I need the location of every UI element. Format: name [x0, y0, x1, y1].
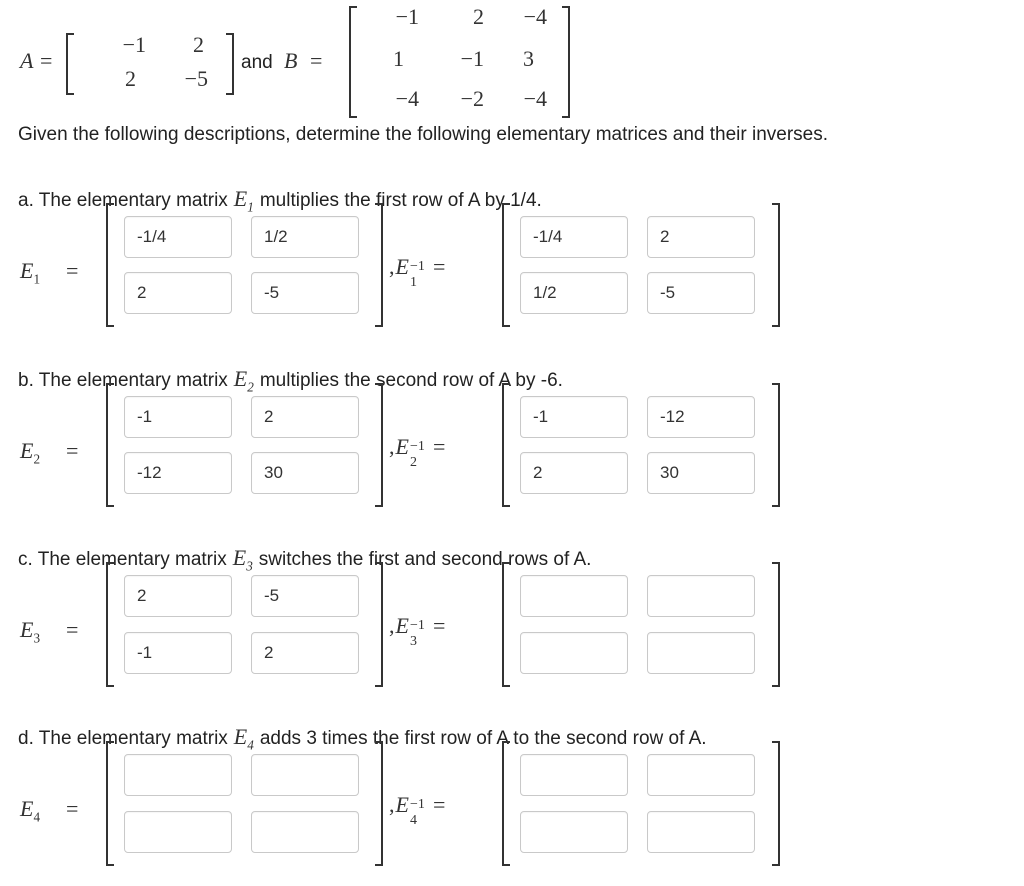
matrix-inverse-bracket-left: [502, 741, 510, 866]
matrix-b-cell: −4: [395, 86, 419, 111]
matrix-inverse-subscript: 2: [409, 455, 417, 470]
matrix-inverse-bracket-left: [502, 203, 510, 327]
matrix-e-subscript: 4: [33, 809, 41, 825]
matrix-symbol: [233, 724, 254, 753]
matrix-inverse-bracket-left: [502, 562, 510, 687]
matrix-e-entry-input[interactable]: [124, 811, 232, 853]
matrix-e-entry-input[interactable]: [251, 216, 359, 258]
comma: ,: [389, 792, 395, 817]
matrix-e-entry-input[interactable]: [251, 272, 359, 314]
matrix-e-letter: E: [20, 438, 34, 463]
matrix-inverse-subscript: 3: [409, 634, 417, 649]
matrix-symbol: [232, 545, 253, 574]
matrix-inverse-entry-input[interactable]: [520, 396, 628, 438]
matrix-inverse-bracket-left: [502, 383, 510, 507]
matrix-inverse-entry-input[interactable]: [647, 396, 755, 438]
matrix-symbol-subscript: 1: [247, 199, 254, 215]
matrix-inverse-label: [389, 613, 446, 649]
matrix-e-entry-input[interactable]: [251, 811, 359, 853]
matrix-bracket-left: [106, 203, 114, 327]
matrix-e-entry-input[interactable]: [124, 632, 232, 674]
matrix-inverse-entry-input[interactable]: [647, 272, 755, 314]
matrix-e-letter: E: [20, 258, 34, 283]
matrix-b-bracket-left: [349, 6, 357, 118]
matrix-e-label: [20, 438, 40, 467]
equals-sign: =: [66, 617, 79, 642]
matrix-a-cell: 2: [125, 66, 136, 91]
matrix-e-entry-input[interactable]: [124, 754, 232, 796]
matrix-inverse-bracket-right: [772, 562, 780, 687]
part-prefix: d. The elementary matrix: [18, 728, 228, 749]
comma: ,: [389, 254, 395, 279]
matrix-b-cell: 2: [473, 4, 484, 29]
matrix-e-letter: E: [20, 796, 34, 821]
matrix-symbol-subscript: 4: [247, 737, 254, 753]
matrix-inverse-entry-input[interactable]: [520, 575, 628, 617]
comma: ,: [389, 434, 395, 459]
matrix-inverse-letter: E: [395, 254, 409, 279]
matrix-e-entry-input[interactable]: [251, 754, 359, 796]
and-text: and: [241, 52, 273, 73]
part-description: switches the first and second rows of A.: [258, 549, 592, 570]
equals-sign: =: [66, 438, 79, 463]
equals-sign: =: [66, 796, 79, 821]
matrix-bracket-right: [375, 203, 383, 327]
matrix-e-entry-input[interactable]: [124, 272, 232, 314]
matrix-symbol: [233, 186, 254, 215]
matrix-inverse-label: [389, 434, 446, 470]
matrix-b-equals: =: [310, 48, 323, 73]
equals-sign: =: [432, 254, 446, 279]
matrix-symbol-subscript: 3: [246, 558, 253, 574]
matrix-e-entry-input[interactable]: [251, 396, 359, 438]
matrix-inverse-entry-input[interactable]: [520, 216, 628, 258]
matrix-b-bracket-right: [562, 6, 570, 118]
matrix-inverse-subscript: 1: [409, 275, 417, 290]
matrix-inverse-entry-input[interactable]: [647, 811, 755, 853]
matrix-inverse-subscript: 4: [409, 813, 417, 828]
matrix-a-label: A: [20, 48, 34, 73]
matrix-symbol-letter: E: [233, 366, 248, 391]
matrix-a-cell: −1: [122, 32, 146, 57]
matrix-inverse-bracket-right: [772, 203, 780, 327]
matrix-e-subscript: 1: [33, 271, 41, 287]
matrix-e-subscript: 2: [33, 451, 41, 467]
part-title: [18, 366, 563, 395]
matrix-symbol: [233, 366, 254, 395]
matrix-symbol-letter: E: [233, 186, 248, 211]
matrix-e-entry-input[interactable]: [124, 216, 232, 258]
matrix-a-cell: 2: [193, 32, 204, 57]
matrix-bracket-left: [106, 741, 114, 866]
part-description: multiplies the first row of A by 1/4.: [259, 190, 542, 211]
matrix-inverse-label: [389, 254, 446, 290]
matrix-bracket-right: [375, 562, 383, 687]
part-description: multiplies the second row of A by -6.: [259, 370, 563, 391]
matrix-e-entry-input[interactable]: [251, 632, 359, 674]
matrix-a-bracket-right: [226, 33, 234, 95]
matrix-bracket-right: [375, 383, 383, 507]
matrix-inverse-letter: E: [395, 792, 409, 817]
matrix-inverse-label: [389, 792, 446, 828]
matrix-e-entry-input[interactable]: [124, 396, 232, 438]
equals-sign: =: [66, 258, 79, 283]
matrix-inverse-scripts: [409, 439, 427, 470]
matrix-inverse-entry-input[interactable]: [520, 632, 628, 674]
equals-sign: =: [432, 434, 446, 459]
matrix-b-label: B: [284, 48, 298, 73]
matrix-inverse-letter: E: [395, 434, 409, 459]
equals-sign: =: [432, 613, 446, 638]
matrix-e-entry-input[interactable]: [251, 452, 359, 494]
matrix-b-cell: −1: [460, 46, 484, 71]
matrix-inverse-entry-input[interactable]: [520, 272, 628, 314]
matrix-b-cell: 1: [393, 46, 404, 71]
part-prefix: c. The elementary matrix: [18, 549, 227, 570]
matrix-e-label: [20, 617, 40, 646]
matrix-e-label: [20, 258, 40, 287]
matrix-inverse-entry-input[interactable]: [647, 216, 755, 258]
matrix-inverse-entry-input[interactable]: [520, 811, 628, 853]
part-title: [18, 186, 542, 215]
matrix-inverse-superscript: −1: [409, 797, 425, 812]
matrix-a-bracket-left: [66, 33, 74, 95]
matrix-inverse-entry-input[interactable]: [647, 452, 755, 494]
matrix-e-entry-input[interactable]: [251, 575, 359, 617]
matrix-symbol-subscript: 2: [247, 379, 254, 395]
matrix-e-letter: E: [20, 617, 34, 642]
matrix-inverse-superscript: −1: [409, 618, 425, 633]
matrix-inverse-bracket-right: [772, 383, 780, 507]
matrix-a-cell: −5: [184, 66, 208, 91]
matrix-e-label: [20, 796, 40, 825]
equals-sign: =: [432, 792, 446, 817]
matrix-inverse-superscript: −1: [409, 259, 425, 274]
matrix-symbol-letter: E: [233, 724, 248, 749]
matrix-inverse-scripts: [409, 618, 427, 649]
matrix-inverse-letter: E: [395, 613, 409, 638]
matrix-inverse-entry-input[interactable]: [647, 632, 755, 674]
matrix-bracket-left: [106, 383, 114, 507]
matrix-inverse-bracket-right: [772, 741, 780, 866]
matrix-inverse-entry-input[interactable]: [647, 754, 755, 796]
matrix-inverse-scripts: [409, 797, 427, 828]
comma: ,: [389, 613, 395, 638]
matrix-b-cell: −4: [523, 4, 547, 29]
matrix-inverse-entry-input[interactable]: [520, 452, 628, 494]
matrix-b-cell: −2: [460, 86, 484, 111]
part-prefix: a. The elementary matrix: [18, 190, 228, 211]
matrix-inverse-entry-input[interactable]: [520, 754, 628, 796]
matrix-e-entry-input[interactable]: [124, 575, 232, 617]
matrix-symbol-letter: E: [232, 545, 247, 570]
part-title: [18, 724, 707, 753]
intro-text: Given the following descriptions, determine the following elementary matrices and their inverses.: [18, 124, 829, 145]
matrix-b-cell: 3: [523, 46, 534, 71]
matrix-b-cell: −4: [523, 86, 547, 111]
matrix-inverse-entry-input[interactable]: [647, 575, 755, 617]
matrix-inverse-superscript: −1: [409, 439, 425, 454]
matrix-inverse-scripts: [409, 259, 427, 290]
matrix-b-cell: −1: [395, 4, 419, 29]
matrix-bracket-left: [106, 562, 114, 687]
part-description: adds 3 times the first row of A to the second row of A.: [259, 728, 707, 749]
part-prefix: b. The elementary matrix: [18, 370, 228, 391]
matrix-bracket-right: [375, 741, 383, 866]
matrix-e-subscript: 3: [33, 630, 41, 646]
matrix-a-equals: =: [40, 48, 53, 73]
matrix-e-entry-input[interactable]: [124, 452, 232, 494]
